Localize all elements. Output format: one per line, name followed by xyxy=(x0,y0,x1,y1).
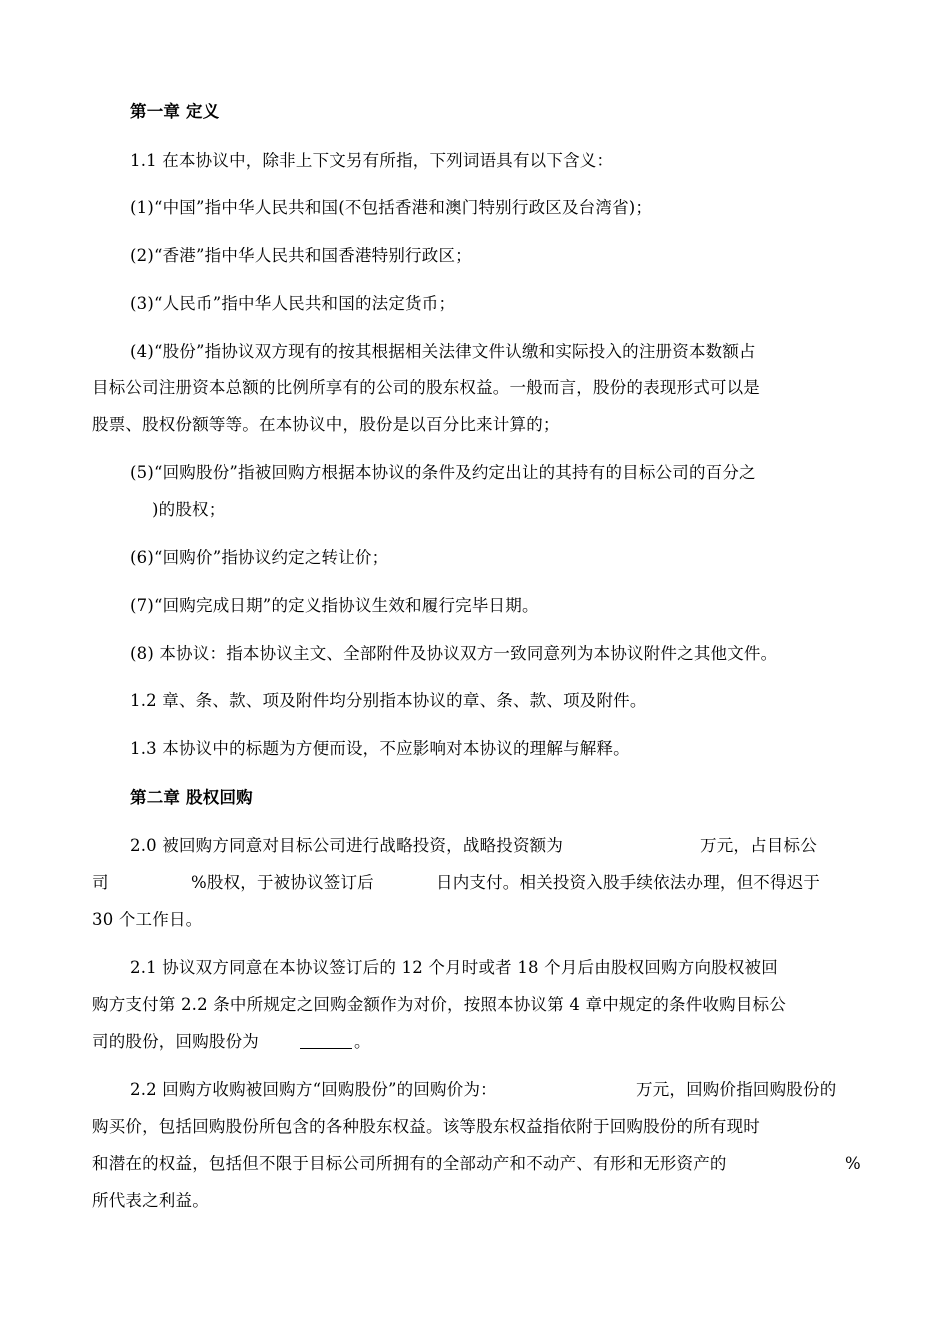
definition-4-line-1: (4)“股份”指协议双方现有的按其根据相关法律文件认缴和实际投入的注册资本数额占 xyxy=(130,342,756,361)
definition-5-line-1: (5)“回购股份”指被回购方根据本协议的条件及约定出让的其持有的目标公司的百分之 xyxy=(130,463,756,482)
clause-2-2-line-4: 所代表之利益。 xyxy=(92,1191,209,1210)
clause-2-0-line-2b: %股权，于被协议签订后 xyxy=(191,873,374,892)
definition-8: (8) 本协议：指本协议主文、全部附件及协议双方一致同意列为本协议附件之其他文件。 xyxy=(130,644,778,663)
clause-2-0-line-1b: 万元，占目标公 xyxy=(700,836,817,855)
clause-2-1-line-2: 购方支付第 2.2 条中所规定之回购金额作为对价，按照本协议第 4 章中规定的条件收购目标公 xyxy=(92,995,786,1014)
definition-1: (1)“中国”指中华人民共和国(不包括香港和澳门特别行政区及台湾省)； xyxy=(130,198,653,217)
definition-2: (2)“香港”指中华人民共和国香港特别行政区； xyxy=(130,246,472,265)
clause-2-0-line-2a: 司 xyxy=(92,873,109,892)
clause-1-2: 1.2 章、条、款、项及附件均分别指本协议的章、条、款、项及附件。 xyxy=(130,691,647,710)
clause-1-3: 1.3 本协议中的标题为方便而设，不应影响对本协议的理解与解释。 xyxy=(130,739,630,758)
clause-2-1-line-3a: 司的股份，回购股份为 xyxy=(92,1032,259,1051)
clause-1-1: 1.1 在本协议中，除非上下文另有所指，下列词语具有以下含义： xyxy=(130,151,614,170)
clause-2-0-line-1a: 2.0 被回购方同意对目标公司进行战略投资，战略投资额为 xyxy=(130,836,564,855)
clause-2-0-line-3: 30 个工作日。 xyxy=(92,910,203,929)
clause-2-1-blank xyxy=(300,1032,352,1054)
chapter-2-title: 第二章 股权回购 xyxy=(130,788,253,807)
chapter-1-title: 第一章 定义 xyxy=(130,102,220,121)
clause-2-0-line-2c: 日内支付。相关投资入股手续依法办理，但不得迟于 xyxy=(436,873,821,892)
clause-2-2-line-3a: 和潜在的权益，包括但不限于目标公司所拥有的全部动产和不动产、有形和无形资产的 xyxy=(92,1154,727,1173)
clause-2-1-line-1: 2.1 协议双方同意在本协议签订后的 12 个月时或者 18 个月后由股权回购方向股权被回 xyxy=(130,958,778,977)
clause-2-2-line-3b: % xyxy=(845,1154,861,1173)
definition-3: (3)“人民币”指中华人民共和国的法定货币； xyxy=(130,294,456,313)
clause-2-2-line-2: 购买价，包括回购股份所包含的各种股东权益。该等股东权益指依附于回购股份的所有现时 xyxy=(92,1117,760,1136)
clause-2-2-line-1b: 万元，回购价指回购股份的 xyxy=(636,1080,837,1099)
definition-7: (7)“回购完成日期”的定义指协议生效和履行完毕日期。 xyxy=(130,596,539,615)
definition-4-line-3: 股票、股权份额等等。在本协议中，股份是以百分比来计算的； xyxy=(92,415,560,434)
clause-2-2-line-1a: 2.2 回购方收购被回购方“回购股份”的回购价为： xyxy=(130,1080,497,1099)
definition-6: (6)“回购价”指协议约定之转让价； xyxy=(130,548,389,567)
definition-5-line-2: )的股权； xyxy=(152,500,226,519)
definition-4-line-2: 目标公司注册资本总额的比例所享有的公司的股东权益。一般而言，股份的表现形式可以是 xyxy=(92,378,760,397)
clause-2-1-line-3b: 。 xyxy=(354,1032,371,1051)
